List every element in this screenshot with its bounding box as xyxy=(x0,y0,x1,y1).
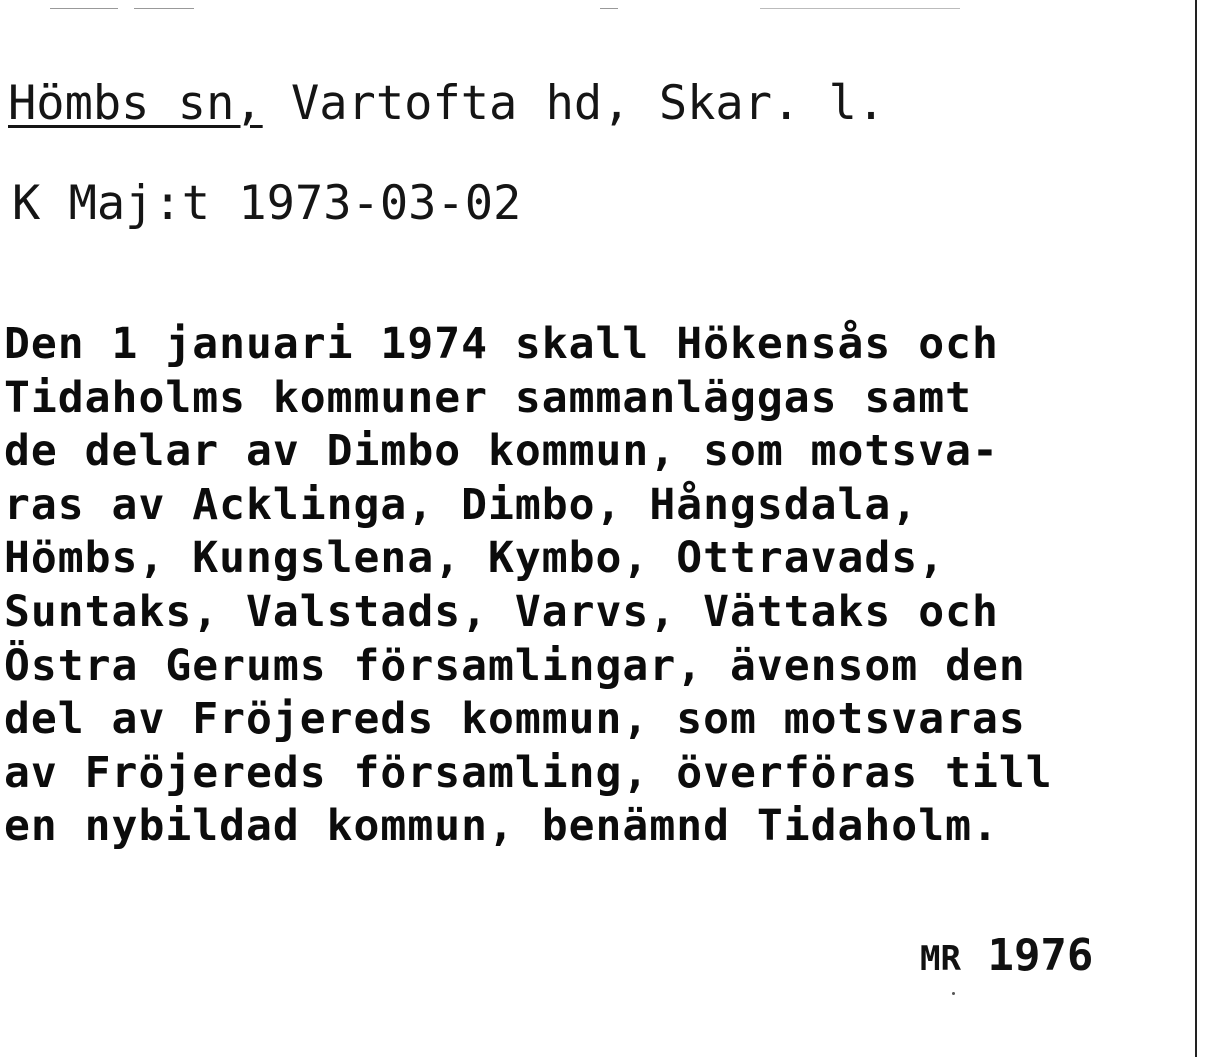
card-edge-line xyxy=(1195,0,1197,1057)
body-line: Suntaks, Valstads, Varvs, Vättaks och xyxy=(4,586,999,637)
body-line: del av Fröjereds kommun, som motsvaras xyxy=(4,694,1026,745)
ink-dot xyxy=(952,992,955,995)
body-line: av Fröjereds församling, överföras till xyxy=(4,747,1053,798)
decision-date: K Maj:t 1973-03-02 xyxy=(12,176,522,231)
signature-year: 1976 xyxy=(987,930,1094,981)
signature-initials: MR xyxy=(920,939,961,979)
body-line: ras av Acklinga, Dimbo, Hångsdala, xyxy=(4,479,919,530)
body-line: Den 1 januari 1974 skall Hökensås och xyxy=(4,319,999,369)
top-edge-marks xyxy=(0,0,1219,12)
parish-name: Hömbs sn, xyxy=(8,76,263,131)
district-county: Vartofta hd, Skar. l. xyxy=(262,76,886,131)
body-line: Hömbs, Kungslena, Kymbo, Ottravads, xyxy=(4,533,946,584)
body-text xyxy=(4,318,1194,854)
body-line: Östra Gerums församlingar, ävensom den xyxy=(4,640,1026,691)
signature xyxy=(920,928,1093,987)
body-line: Tidaholms kommuner sammanläggas samt xyxy=(4,372,972,423)
body-line: de delar av Dimbo kommun, som motsva- xyxy=(4,426,999,477)
body-line: en nybildad kommun, benämnd Tidaholm. xyxy=(4,801,999,852)
card-header xyxy=(8,76,885,132)
